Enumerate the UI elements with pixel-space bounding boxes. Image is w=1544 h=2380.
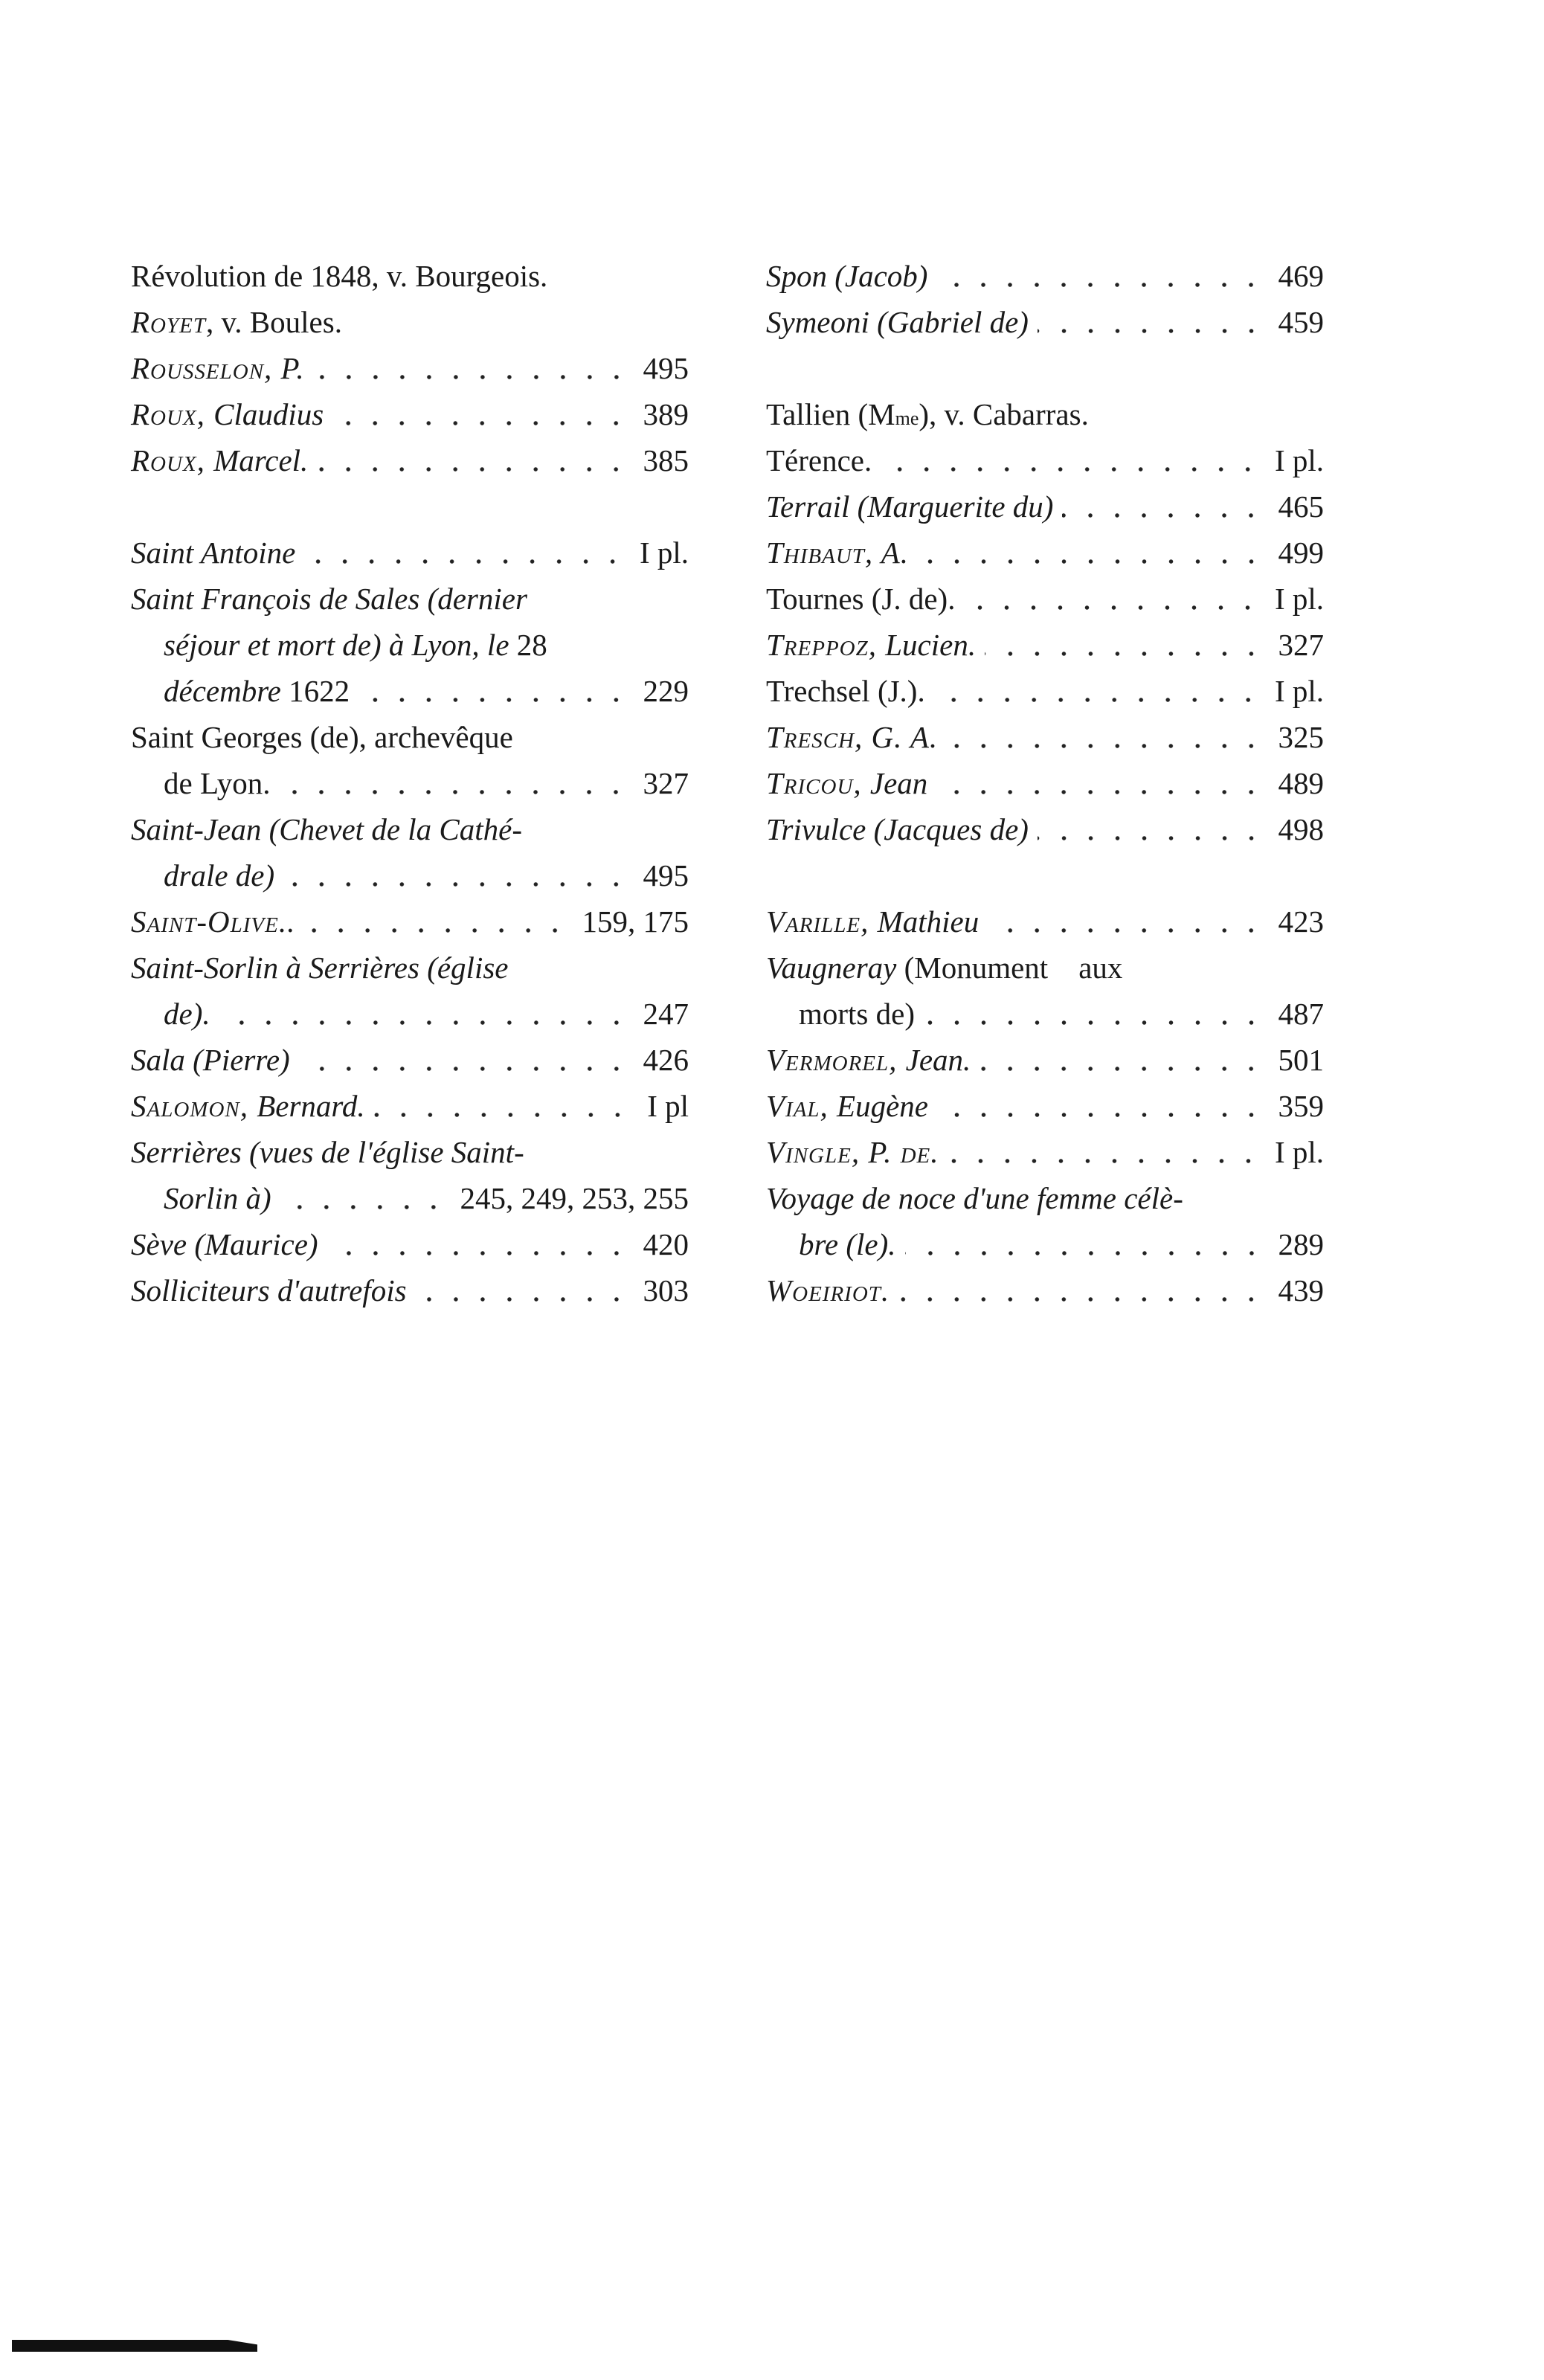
dot-leader	[988, 927, 1264, 933]
page-reference: 159, 175	[582, 904, 689, 939]
dot-leader	[279, 789, 629, 795]
entry-text: Vial,	[766, 1089, 837, 1123]
entry-text: Tresch, G. A.	[766, 720, 939, 754]
entry-text: Révolution de 1848, v. Bourgeois.	[131, 259, 548, 293]
page-reference: 501	[1278, 1043, 1324, 1077]
entry-text: Sève (Maurice)	[131, 1227, 318, 1261]
entry-text: Saint François de Sales (dernier	[131, 582, 527, 616]
dot-leader	[924, 1020, 1265, 1026]
entry-text: Woeiriot.	[766, 1273, 890, 1308]
index-entry	[131, 1129, 689, 1175]
entry-text: Sorlin à)	[164, 1181, 271, 1215]
dot-leader	[947, 743, 1264, 749]
page-reference: 459	[1278, 305, 1324, 339]
entry-text: 1622	[289, 674, 350, 708]
index-entry	[131, 437, 689, 483]
index-entry	[766, 945, 1324, 991]
dot-leader	[304, 927, 568, 933]
page-reference: 489	[1278, 766, 1324, 800]
entry-text: bre (le).	[799, 1227, 896, 1261]
page-reference: 325	[1278, 720, 1324, 754]
page-reference: 439	[1278, 1273, 1324, 1308]
index-entry	[131, 945, 689, 991]
entry-text: Sala (Pierre)	[131, 1043, 290, 1077]
index-entry	[131, 530, 689, 576]
blank-line	[766, 345, 1324, 391]
entry-text: Lucien.	[885, 628, 977, 662]
page-reference: 229	[643, 674, 689, 708]
index-entry	[131, 299, 689, 345]
entry-text: Saint Georges (de), archevêque	[131, 720, 513, 754]
dot-leader	[416, 1296, 630, 1302]
entry-text: décembre	[164, 674, 289, 708]
dot-leader	[317, 466, 629, 472]
entry-text: Bernard.	[257, 1089, 365, 1123]
entry-text: Vaugneray	[766, 951, 904, 985]
index-entry	[766, 1267, 1324, 1313]
dot-leader	[936, 789, 1264, 795]
entry-text: Saint Antoine	[131, 536, 296, 570]
page-reference: I pl.	[1274, 1135, 1324, 1169]
page-reference: 498	[1278, 812, 1324, 846]
entry-text: Jean	[869, 766, 928, 800]
index-entry	[131, 714, 689, 760]
entry-text: drale de)	[164, 858, 275, 892]
dot-leader	[936, 282, 1264, 288]
dot-leader	[1038, 328, 1265, 334]
entry-text: Solliciteurs d'autrefois	[131, 1273, 407, 1308]
page-reference: 389	[643, 397, 689, 431]
dot-leader	[905, 1250, 1265, 1256]
index-entry	[766, 253, 1324, 299]
entry-text: Saint-Jean (Chevet de la Cathé-	[131, 812, 522, 846]
dot-leader	[937, 1112, 1265, 1118]
dot-leader	[898, 1296, 1264, 1302]
page-reference: 245, 249, 253, 255	[460, 1181, 689, 1215]
dot-leader	[1062, 512, 1264, 518]
index-entry	[131, 253, 689, 299]
entry-text: Treppoz,	[766, 628, 886, 662]
dot-leader	[374, 1112, 631, 1118]
entry-text: , v. Boules.	[205, 305, 342, 339]
index-entry	[766, 714, 1324, 760]
dot-leader	[964, 605, 1261, 611]
index-entry: Tallien (M me ), v. Cabarras.	[766, 391, 1324, 437]
entry-text: Térence.	[766, 443, 872, 477]
dot-leader	[934, 697, 1261, 703]
page-reference: 487	[1278, 997, 1324, 1031]
entry-text: Eugène	[837, 1089, 928, 1123]
page-reference: 423	[1278, 904, 1324, 939]
page-reference: 465	[1278, 489, 1324, 524]
dot-leader	[918, 559, 1265, 565]
index-entry	[766, 1129, 1324, 1175]
entry-text: Vermorel,	[766, 1043, 906, 1077]
index-entry	[131, 806, 689, 852]
index-column-left	[131, 253, 689, 1313]
index-entry-continuation	[131, 991, 689, 1037]
entry-text: 28	[516, 628, 547, 662]
index-entry	[766, 437, 1324, 483]
entry-text: Varille,	[766, 904, 878, 939]
dot-leader	[980, 1066, 1264, 1072]
index-entry	[766, 1037, 1324, 1083]
entry-text: Marcel.	[213, 443, 309, 477]
index-column-right	[766, 253, 1324, 1313]
page-reference: 385	[643, 443, 689, 477]
page-reference: 289	[1278, 1227, 1324, 1261]
index-entry	[131, 1267, 689, 1313]
entry-text: Claudius	[213, 397, 324, 431]
index-entry-continuation	[131, 668, 689, 714]
entry-text: Spon (Jacob)	[766, 259, 928, 293]
entry-text: Roux,	[131, 443, 214, 477]
index-entry	[766, 1175, 1324, 1221]
blank-line	[766, 852, 1324, 898]
entry-text: Saint-Sorlin à Serrières (église	[131, 951, 509, 985]
entry-text: Trechsel (J.).	[766, 674, 925, 708]
dot-leader	[327, 1250, 630, 1256]
entry-text: séjour et mort de) à Lyon, le	[164, 628, 517, 662]
black-bar-mark	[12, 2340, 257, 2352]
entry-text: Vingle, P. de.	[766, 1135, 939, 1169]
index-entry	[131, 345, 689, 391]
index-entry	[766, 483, 1324, 530]
entry-text: Tricou,	[766, 766, 870, 800]
index-entry-continuation	[131, 622, 689, 668]
index-entry	[766, 1083, 1324, 1129]
entry-text: Symeoni (Gabriel de)	[766, 305, 1029, 339]
page-reference: I pl.	[1274, 582, 1324, 616]
index-entry	[131, 576, 689, 622]
entry-text: Saint-Olive..	[131, 904, 296, 939]
index-entry	[131, 1221, 689, 1267]
page-reference: 247	[643, 997, 689, 1031]
page-reference: 303	[643, 1273, 689, 1308]
index-entry	[766, 530, 1324, 576]
entry-text: Thibaut, A.	[766, 536, 909, 570]
blank-line	[131, 483, 689, 530]
index-entry-continuation	[131, 852, 689, 898]
index-entry	[766, 576, 1324, 622]
index-entry	[766, 806, 1324, 852]
page-reference: 469	[1278, 259, 1324, 293]
entry-text: Mathieu	[877, 904, 980, 939]
entry-text: Terrail (Marguerite du)	[766, 489, 1054, 524]
dot-leader	[332, 420, 629, 426]
dot-leader	[948, 1158, 1261, 1164]
page-reference: 327	[643, 766, 689, 800]
page-reference: I pl.	[1274, 674, 1324, 708]
dot-leader	[985, 651, 1264, 657]
index-entry	[131, 1083, 689, 1129]
page-reference: I pl.	[1274, 443, 1324, 477]
page-reference: 327	[1278, 628, 1324, 662]
dot-leader	[219, 1020, 630, 1026]
page-reference: 426	[643, 1043, 689, 1077]
entry-text: Roux,	[131, 397, 214, 431]
entry-text: Tallien (M	[766, 397, 895, 431]
entry-text: Salomon,	[131, 1089, 257, 1123]
entry-text: Rousselon, P.	[131, 351, 305, 385]
dot-leader	[881, 466, 1261, 472]
dot-leader	[299, 1066, 630, 1072]
entry-text: Voyage de noce d'une femme célè-	[766, 1181, 1183, 1215]
index-entry	[131, 1037, 689, 1083]
index-entry	[766, 299, 1324, 345]
entry-text: Tournes (J. de).	[766, 582, 956, 616]
entry-text: Trivulce (Jacques de)	[766, 812, 1029, 846]
dot-leader	[283, 881, 629, 887]
index-entry	[766, 898, 1324, 945]
entry-text: de Lyon.	[164, 766, 271, 800]
dot-leader	[304, 559, 626, 565]
index-entry	[766, 668, 1324, 714]
entry-text: (Monument aux	[904, 951, 1123, 985]
index-entry	[131, 391, 689, 437]
dot-leader	[314, 374, 630, 380]
page-reference: 495	[643, 858, 689, 892]
entry-text: morts de)	[799, 997, 915, 1031]
index-entry-continuation	[766, 1221, 1324, 1267]
page-reference: 420	[643, 1227, 689, 1261]
index-entry	[766, 622, 1324, 668]
dot-leader	[280, 1204, 447, 1210]
index-entry-continuation	[766, 991, 1324, 1037]
index-entry	[766, 760, 1324, 806]
index-entry-continuation	[131, 1175, 689, 1221]
entry-text: Royet	[131, 305, 206, 339]
index-entry	[131, 898, 689, 945]
dot-leader	[358, 697, 629, 703]
dot-leader	[1038, 835, 1265, 841]
page-reference: I pl	[647, 1089, 689, 1123]
entry-text: ), v. Cabarras.	[919, 397, 1089, 431]
index-entry-continuation	[131, 760, 689, 806]
page-reference: 359	[1278, 1089, 1324, 1123]
entry-text: Serrières (vues de l'église Saint-	[131, 1135, 524, 1169]
entry-text: de).	[164, 997, 210, 1031]
page-reference: 499	[1278, 536, 1324, 570]
page-reference: I pl.	[639, 536, 689, 570]
entry-text: Jean.	[905, 1043, 971, 1077]
page-reference: 495	[643, 351, 689, 385]
